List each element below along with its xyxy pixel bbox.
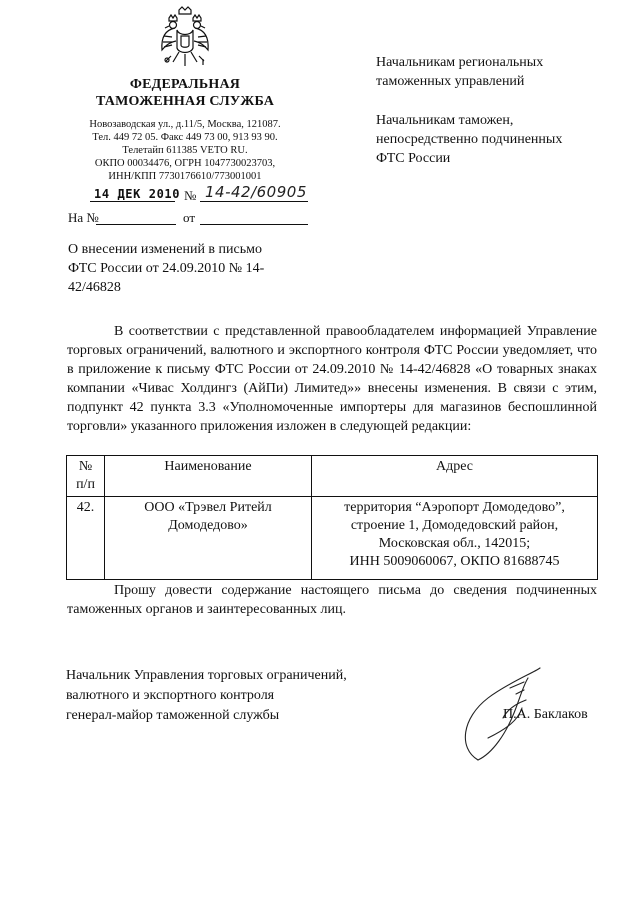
coat-of-arms-emblem: [159, 6, 211, 68]
phone-line: Тел. 449 72 05. Факс 449 73 00, 913 93 90.: [92, 132, 278, 143]
closing-paragraph: Прошу довести содержание настоящего письма до сведения подчиненных таможенных органов и заинтересованных лиц.: [67, 583, 597, 617]
inn-line: ИНН/КПП 7730176610/773001001: [108, 171, 262, 182]
teletype-line: Телетайп 611385 VETO RU.: [122, 145, 248, 156]
recipient-customs-line1: Начальникам таможен,: [376, 113, 514, 128]
reply-number-underline: [96, 224, 176, 225]
recipient-regional-line1: Начальникам региональных: [376, 55, 544, 70]
column-header-number: № п/п: [67, 456, 105, 497]
signatory-name: П.А. Баклаков: [503, 707, 588, 722]
from-label: от: [183, 210, 196, 225]
table-row: [67, 497, 598, 580]
subject-line1: О внесении изменений в письмо: [68, 242, 262, 257]
address-line: Новозаводская ул., д.11/5, Москва, 121087.: [89, 119, 281, 130]
outgoing-number: 14-42/60905: [205, 183, 307, 201]
signatory-title-line2: валютного и экспортного контроля: [66, 688, 275, 703]
column-header-address: Адрес: [312, 456, 598, 497]
okpo-line: ОКПО 00034476, ОГРН 1047730023703,: [94, 158, 276, 169]
date-underline: [90, 201, 175, 202]
subject-line3: 42/46828: [68, 280, 121, 295]
recipient-customs-line3: ФТС России: [376, 151, 451, 166]
importers-table: [66, 455, 598, 580]
number-underline: [200, 201, 308, 202]
org-name-line1: ФЕДЕРАЛЬНАЯ: [129, 77, 241, 92]
cell-number: 42.: [67, 497, 105, 580]
body-paragraph: В соответствии с представленной правообладателем информацией Управление торговых ограничений, валютного и экспортного контроля ФТС России уведомляет, что в приложение к письму ФТС России от 24.09.2010 № 14-42/46828 «О товарных знаках компании «Чивас Холдингз (АйПи) Лимитед»» внесены изменения. В связи с этим, подпункт 42 пункта 3.3 «Уполномоченные импортеры для магазинов беспошлинной торговли» указанного приложения изложен в следующей редакции:: [67, 324, 597, 434]
reply-date-underline: [200, 224, 308, 225]
org-name-line2: ТАМОЖЕННАЯ СЛУЖБА: [95, 94, 275, 109]
date-stamp: 14 ДЕК 2010: [94, 187, 181, 201]
number-label: №: [184, 188, 197, 203]
signatory-title-line1: Начальник Управления торговых ограничений,: [66, 668, 347, 683]
reply-to-label: На №: [68, 210, 99, 225]
subject-line2: ФТС России от 24.09.2010 № 14-: [68, 261, 265, 276]
cell-address: территория “Аэропорт Домодедово”, строение 1, Домодедовский район, Московская обл., 142015; ИНН 5009060067, ОКПО 81688745: [312, 497, 598, 580]
recipient-regional-line2: таможенных управлений: [376, 74, 525, 89]
signatory-title-line3: генерал-майор таможенной службы: [66, 708, 280, 723]
table-header-row: [67, 456, 598, 497]
column-header-name: Наименование: [105, 456, 312, 497]
recipient-customs-line2: непосредственно подчиненных: [376, 132, 563, 147]
cell-company-name: ООО «Трэвел Ритейл Домодедово»: [105, 497, 312, 580]
